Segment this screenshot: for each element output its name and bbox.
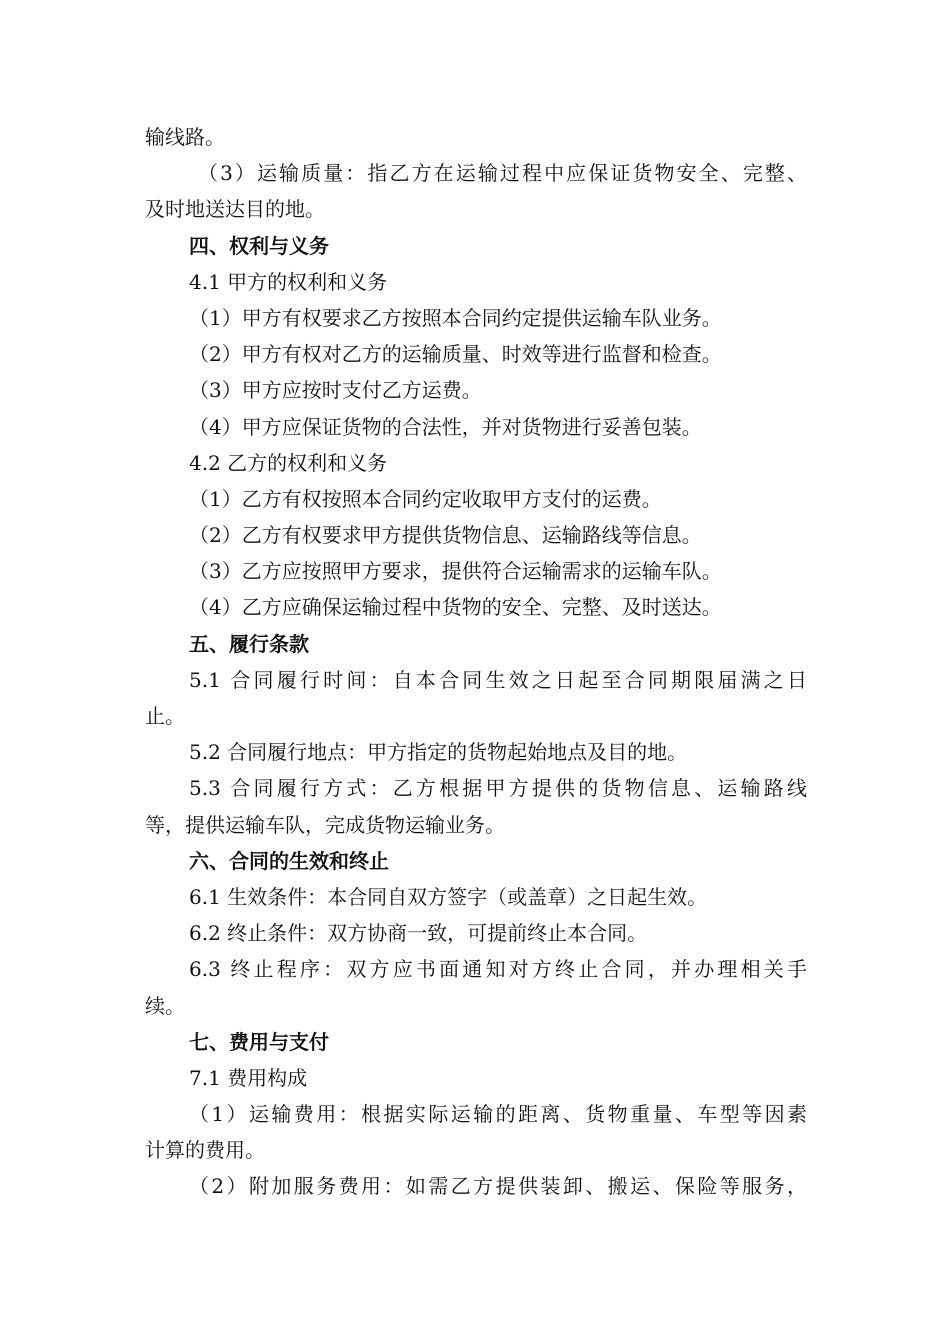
list-item: （2）甲方有权对乙方的运输质量、时效等进行监督和检查。 [189, 342, 722, 367]
paragraph-line: （3）运输质量：指乙方在运输过程中应保证货物安全、完整、 [198, 161, 807, 186]
paragraph-line: 及时地送达目的地。 [145, 197, 325, 222]
paragraph-line: 6.1 生效条件：本合同自双方签字（或盖章）之日起生效。 [189, 884, 708, 909]
list-item: （4）甲方应保证货物的合法性，并对货物进行妥善包装。 [189, 414, 702, 439]
subsection-heading: 4.2 乙方的权利和义务 [189, 450, 388, 475]
paragraph-line: 5.2 合同履行地点：甲方指定的货物起始地点及目的地。 [189, 740, 688, 765]
paragraph-line: 5.1 合同履行时间：自本合同生效之日起至合同期限届满之日 [189, 667, 807, 692]
list-item: （1）运输费用：根据实际运输的距离、货物重量、车型等因素 [189, 1102, 807, 1127]
paragraph-line: 6.3 终止程序：双方应书面通知对方终止合同，并办理相关手 [189, 957, 807, 982]
section-heading: 五、履行条款 [189, 631, 309, 656]
paragraph-line: 计算的费用。 [145, 1138, 265, 1163]
section-heading: 六、合同的生效和终止 [189, 848, 389, 873]
list-item: （4）乙方应确保运输过程中货物的安全、完整、及时送达。 [189, 595, 722, 620]
list-item: （3）乙方应按照甲方要求，提供符合运输需求的运输车队。 [189, 559, 722, 584]
list-item: （1）乙方有权按照本合同约定收取甲方支付的运费。 [189, 486, 662, 511]
list-item: （2）乙方有权要求甲方提供货物信息、运输路线等信息。 [189, 523, 702, 548]
list-item: （3）甲方应按时支付乙方运费。 [189, 378, 482, 403]
paragraph-line: 等，提供运输车队，完成货物运输业务。 [145, 812, 505, 837]
subsection-heading: 7.1 费用构成 [189, 1065, 308, 1090]
paragraph-line: 续。 [145, 993, 185, 1018]
paragraph-line: 止。 [145, 704, 185, 728]
subsection-heading: 4.1 甲方的权利和义务 [189, 269, 388, 294]
section-heading: 七、费用与支付 [189, 1029, 329, 1054]
paragraph-line: 5.3 合同履行方式：乙方根据甲方提供的货物信息、运输路线 [189, 776, 807, 801]
paragraph-line: 输线路。 [145, 125, 225, 149]
list-item: （1）甲方有权要求乙方按照本合同约定提供运输车队业务。 [189, 305, 722, 330]
section-heading: 四、权利与义务 [189, 233, 329, 258]
list-item: （2）附加服务费用：如需乙方提供装卸、搬运、保险等服务， [189, 1174, 807, 1199]
paragraph-line: 6.2 终止条件：双方协商一致，可提前终止本合同。 [189, 921, 648, 946]
document-body [145, 119, 807, 1205]
